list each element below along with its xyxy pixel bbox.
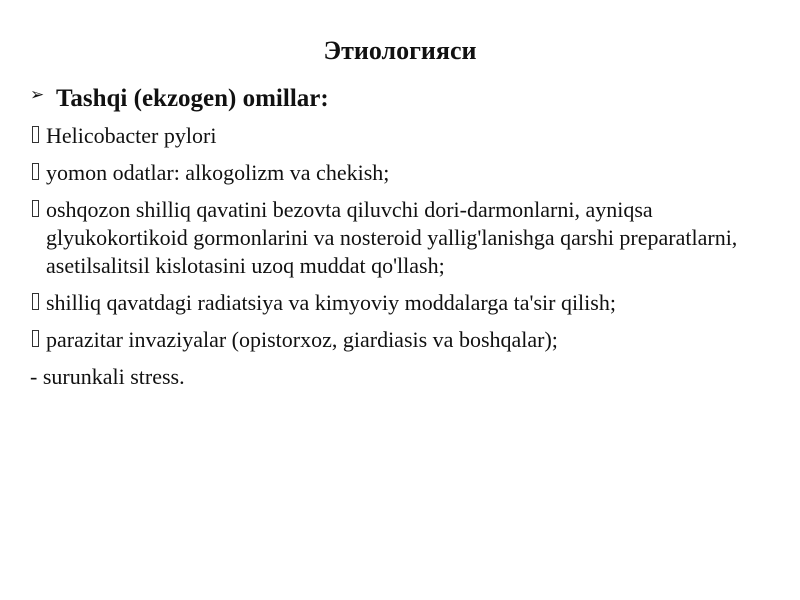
list-item [30,122,770,150]
list-item [30,159,770,187]
bullet-box-icon [32,126,39,143]
list-item-dash [30,363,770,391]
list-item-text: oshqozon shilliq qavatini bezovta qiluvchi dori-darmonlarni, ayniqsa glyukokortikoid gormonlarini va nosteroid yallig'lanishga qarshi preparatlarni, asetilsalitsil kislotasini uzoq muddat qo'llash; [46,197,738,278]
list-item-text: shilliq qavatdagi radiatsiya va kimyoviy moddalarga ta'sir qilish; [46,290,616,315]
cause-list [30,122,770,400]
list-item [30,289,770,317]
list-item [30,326,770,354]
section-heading [30,83,329,115]
bullet-box-icon [32,200,39,217]
bullet-box-icon [32,163,39,180]
list-item-text: Helicobacter pylori [46,123,217,148]
slide-title: Этиологияси [323,36,477,65]
section-heading-label: Tashqi (ekzogen) omillar: [56,85,329,112]
bullet-box-icon [32,330,39,347]
bullet-box-icon [32,293,39,310]
list-item-text: - surunkali stress. [30,364,185,389]
list-item-text: yomon odatlar: alkogolizm va chekish; [46,160,390,185]
list-item-text: parazitar invaziyalar (opistorxoz, giardiasis va boshqalar); [46,327,558,352]
list-item [30,196,770,280]
arrow-bullet-icon: ➢ [30,85,45,104]
